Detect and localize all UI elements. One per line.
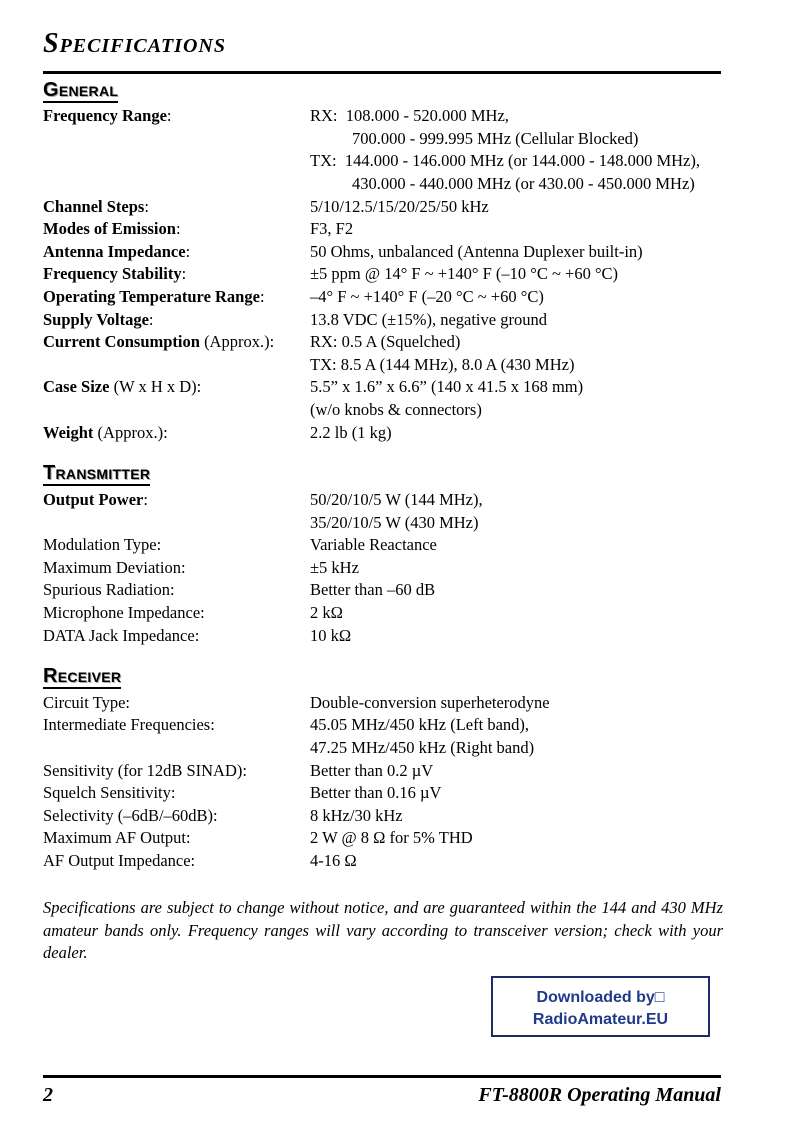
section-heading-transmitter: Transmitter (43, 462, 151, 484)
section-heading-general: General (43, 79, 119, 101)
spec-value: RX: 108.000 - 520.000 MHz, 700.000 - 999.995 MHz (Cellular Blocked) TX: 144.000 - 146.000 MHz (or 144.000 - 148.000 MHz), 430.000 - 440.000 MHz (or 430.00 - 450.000 MHz) (310, 106, 700, 193)
specifications-note: Specifications are subject to change without notice, and are guaranteed within the 144 and 430 MHz amateur bands only. Frequency ranges will vary according to transceiver version; check with your dealer. (43, 898, 723, 963)
manual-title: FT-8800R Operating Manual (478, 1084, 721, 1106)
page-number: 2 (43, 1084, 53, 1106)
footer-rule (43, 1075, 721, 1078)
page-title: Specifications (43, 28, 226, 59)
section-heading-receiver: Receiver (43, 665, 122, 687)
spec-label: Frequency Range (43, 106, 167, 125)
download-line-2: RadioAmateur.EU (532, 1011, 669, 1028)
download-watermark-box (491, 976, 710, 1037)
download-line-1: Downloaded by□ (536, 989, 665, 1006)
title-rule (43, 71, 721, 74)
